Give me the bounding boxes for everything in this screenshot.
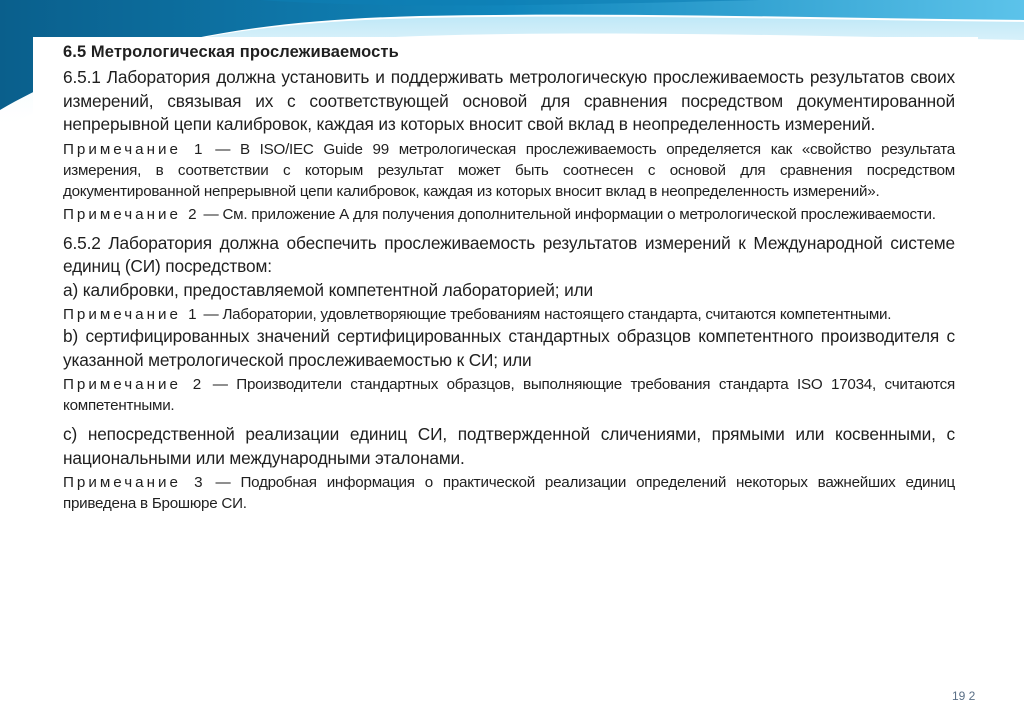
slide-number: 19 2	[952, 689, 976, 703]
note-item-c-label: Примечание 3	[63, 474, 206, 491]
note-2	[63, 204, 955, 225]
note-item-c	[63, 472, 955, 514]
document-excerpt	[63, 42, 955, 514]
note-item-b-text: — Производители стандартных образцов, выполняющие требования стандарта ISO 17034, считаются компетентными.	[63, 376, 955, 414]
item-a: a) калибровки, предоставляемой компетентной лабораторией; или	[63, 279, 594, 300]
note-item-a	[63, 304, 955, 325]
note-item-a-text: — Лаборатории, удовлетворяющие требованиям настоящего стандарта, считаются компетентными.	[199, 306, 892, 323]
item-b: b) сертифицированных значений сертифицированных стандартных образцов компетентного производителя с указанной метрологической прослеживаемостью к СИ; или	[63, 326, 955, 370]
item-c: c) непосредственной реализации единиц СИ, подтвержденной сличениями, прямыми или косвенными, с национальными или международными эталонами.	[63, 424, 955, 468]
note-1-text: — В ISO/IEC Guide 99 метрологическая прослеживаемость определяется как «свойство результата измерения, в соответствии с которым результат может быть соотнесен с основой для сравнения посредством документированной непрерывной цепи калибровок, каждая из которых вносит вклад в неопределенность измерений».	[63, 140, 955, 200]
section-heading: 6.5 Метрологическая прослеживаемость	[63, 43, 399, 61]
paragraph-6-5-2: 6.5.2 Лаборатория должна обеспечить прослеживаемость результатов измерений к Международной системе единиц (СИ) посредством:	[63, 232, 955, 276]
note-1	[63, 139, 955, 202]
note-1-label: Примечание 1	[63, 140, 206, 158]
note-item-a-label: Примечание 1	[63, 306, 200, 323]
note-2-text: — См. приложение А для получения дополнительной информации о метрологической прослеживаемости.	[199, 205, 936, 223]
note-item-b	[63, 374, 955, 416]
note-item-c-text: — Подробная информация о практической реализации определений некоторых важнейших единиц приведена в Брошюре СИ.	[63, 474, 956, 512]
note-item-b-label: Примечание 2	[63, 376, 205, 393]
note-2-label: Примечание 2	[63, 205, 200, 223]
paragraph-6-5-1: 6.5.1 Лаборатория должна установить и поддерживать метрологическую прослеживаемость результатов своих измерений, связывая их с соответствующей основой для сравнения посредством документированной непрерывной цепи калибровок, каждая из которых вносит свой вклад в неопределенность измерений.	[63, 67, 955, 134]
